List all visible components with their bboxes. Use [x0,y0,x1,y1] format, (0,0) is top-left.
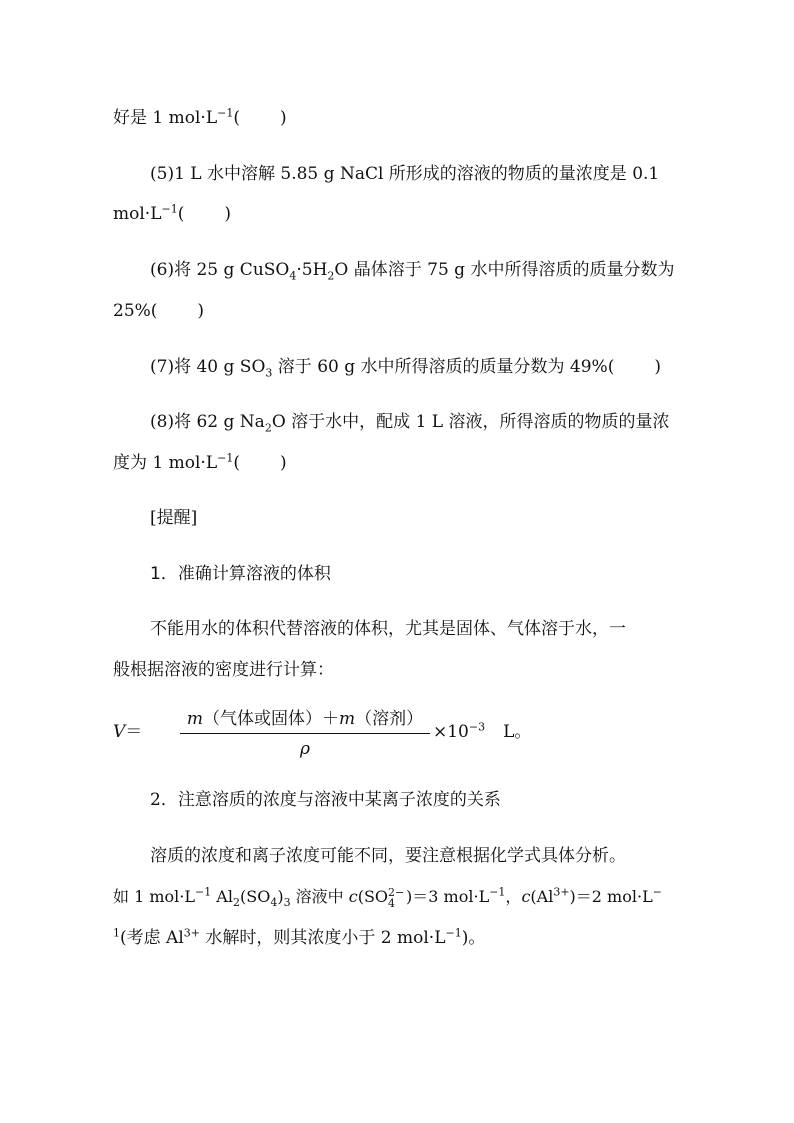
section-1-paragraph-line2: 般根据溶液的密度进行计算： [113,660,334,680]
question-6-line1: (6)将 25 g $CuSO_4\cdot 5H_2O$ 晶体溶于 75 g 水中所得溶质的质量分数为 [150,260,675,283]
question-7: (7)将 40 g $SO_3$ 溶于 60 g 水中所得溶质的质量分数为 49%( ) [150,357,661,380]
question-6-line2: 25%( ) [113,301,205,321]
question-5-line2: $mol\cdot L^{-1}$( ) [113,202,231,224]
section-2-paragraph-line1: 溶质的浓度和离子浓度可能不同，要注意根据化学式具体分析。 [150,846,626,866]
formula-fraction [180,708,430,758]
question-8-line2: 度为 1 $mol\cdot L^{-1}$( ) [113,451,287,473]
section-2-paragraph-line2: 如 1 $mol\cdot L^{-1}$ $Al_2(SO_4)_3$ 溶液中 c(SO 2− 4 )＝3 $mol\cdot L^{-1}$，$c(Al^{3+})=2$ mol·L− [113,885,662,910]
formula-numerator: m（气体或固体）＋m（溶剂） [186,709,424,729]
formula-tail: $\times 10^{-3}$ L。 [433,720,532,742]
question-8-line1: (8)将 62 g $Na_2O$ 溶于水中，配成 1 L 溶液，所得溶质的物质的量浓 [150,412,670,435]
section-1-paragraph-line1: 不能用水的体积代替溶液的体积，尤其是固体、气体溶于水，一 [150,619,626,639]
question-5-line1: (5)1 L 水中溶解 5.85 g NaCl 所形成的溶液的物质的量浓度是 0.1 [150,164,660,184]
formula-denominator: ρ [300,739,310,759]
section-1-title: 1．准确计算溶液的体积 [150,564,331,584]
q4-continuation: 好是 1 $mol\cdot L^{-1}$( ) [113,106,287,128]
fraction-bar [180,733,430,734]
section-2-title: 2．注意溶质的浓度与溶液中某离子浓度的关系 [150,790,501,810]
reminder-heading: [提醒] [150,508,198,528]
section-2-paragraph-line3: $^1$(考虑 $Al^{3+}$ 水解时，则其浓度小于 2 $mol\cdot L^{-1}$)。 [113,926,486,948]
sulfate-ion-charge: 2− 4 [388,886,405,910]
formula-lhs: V＝ [113,722,143,742]
